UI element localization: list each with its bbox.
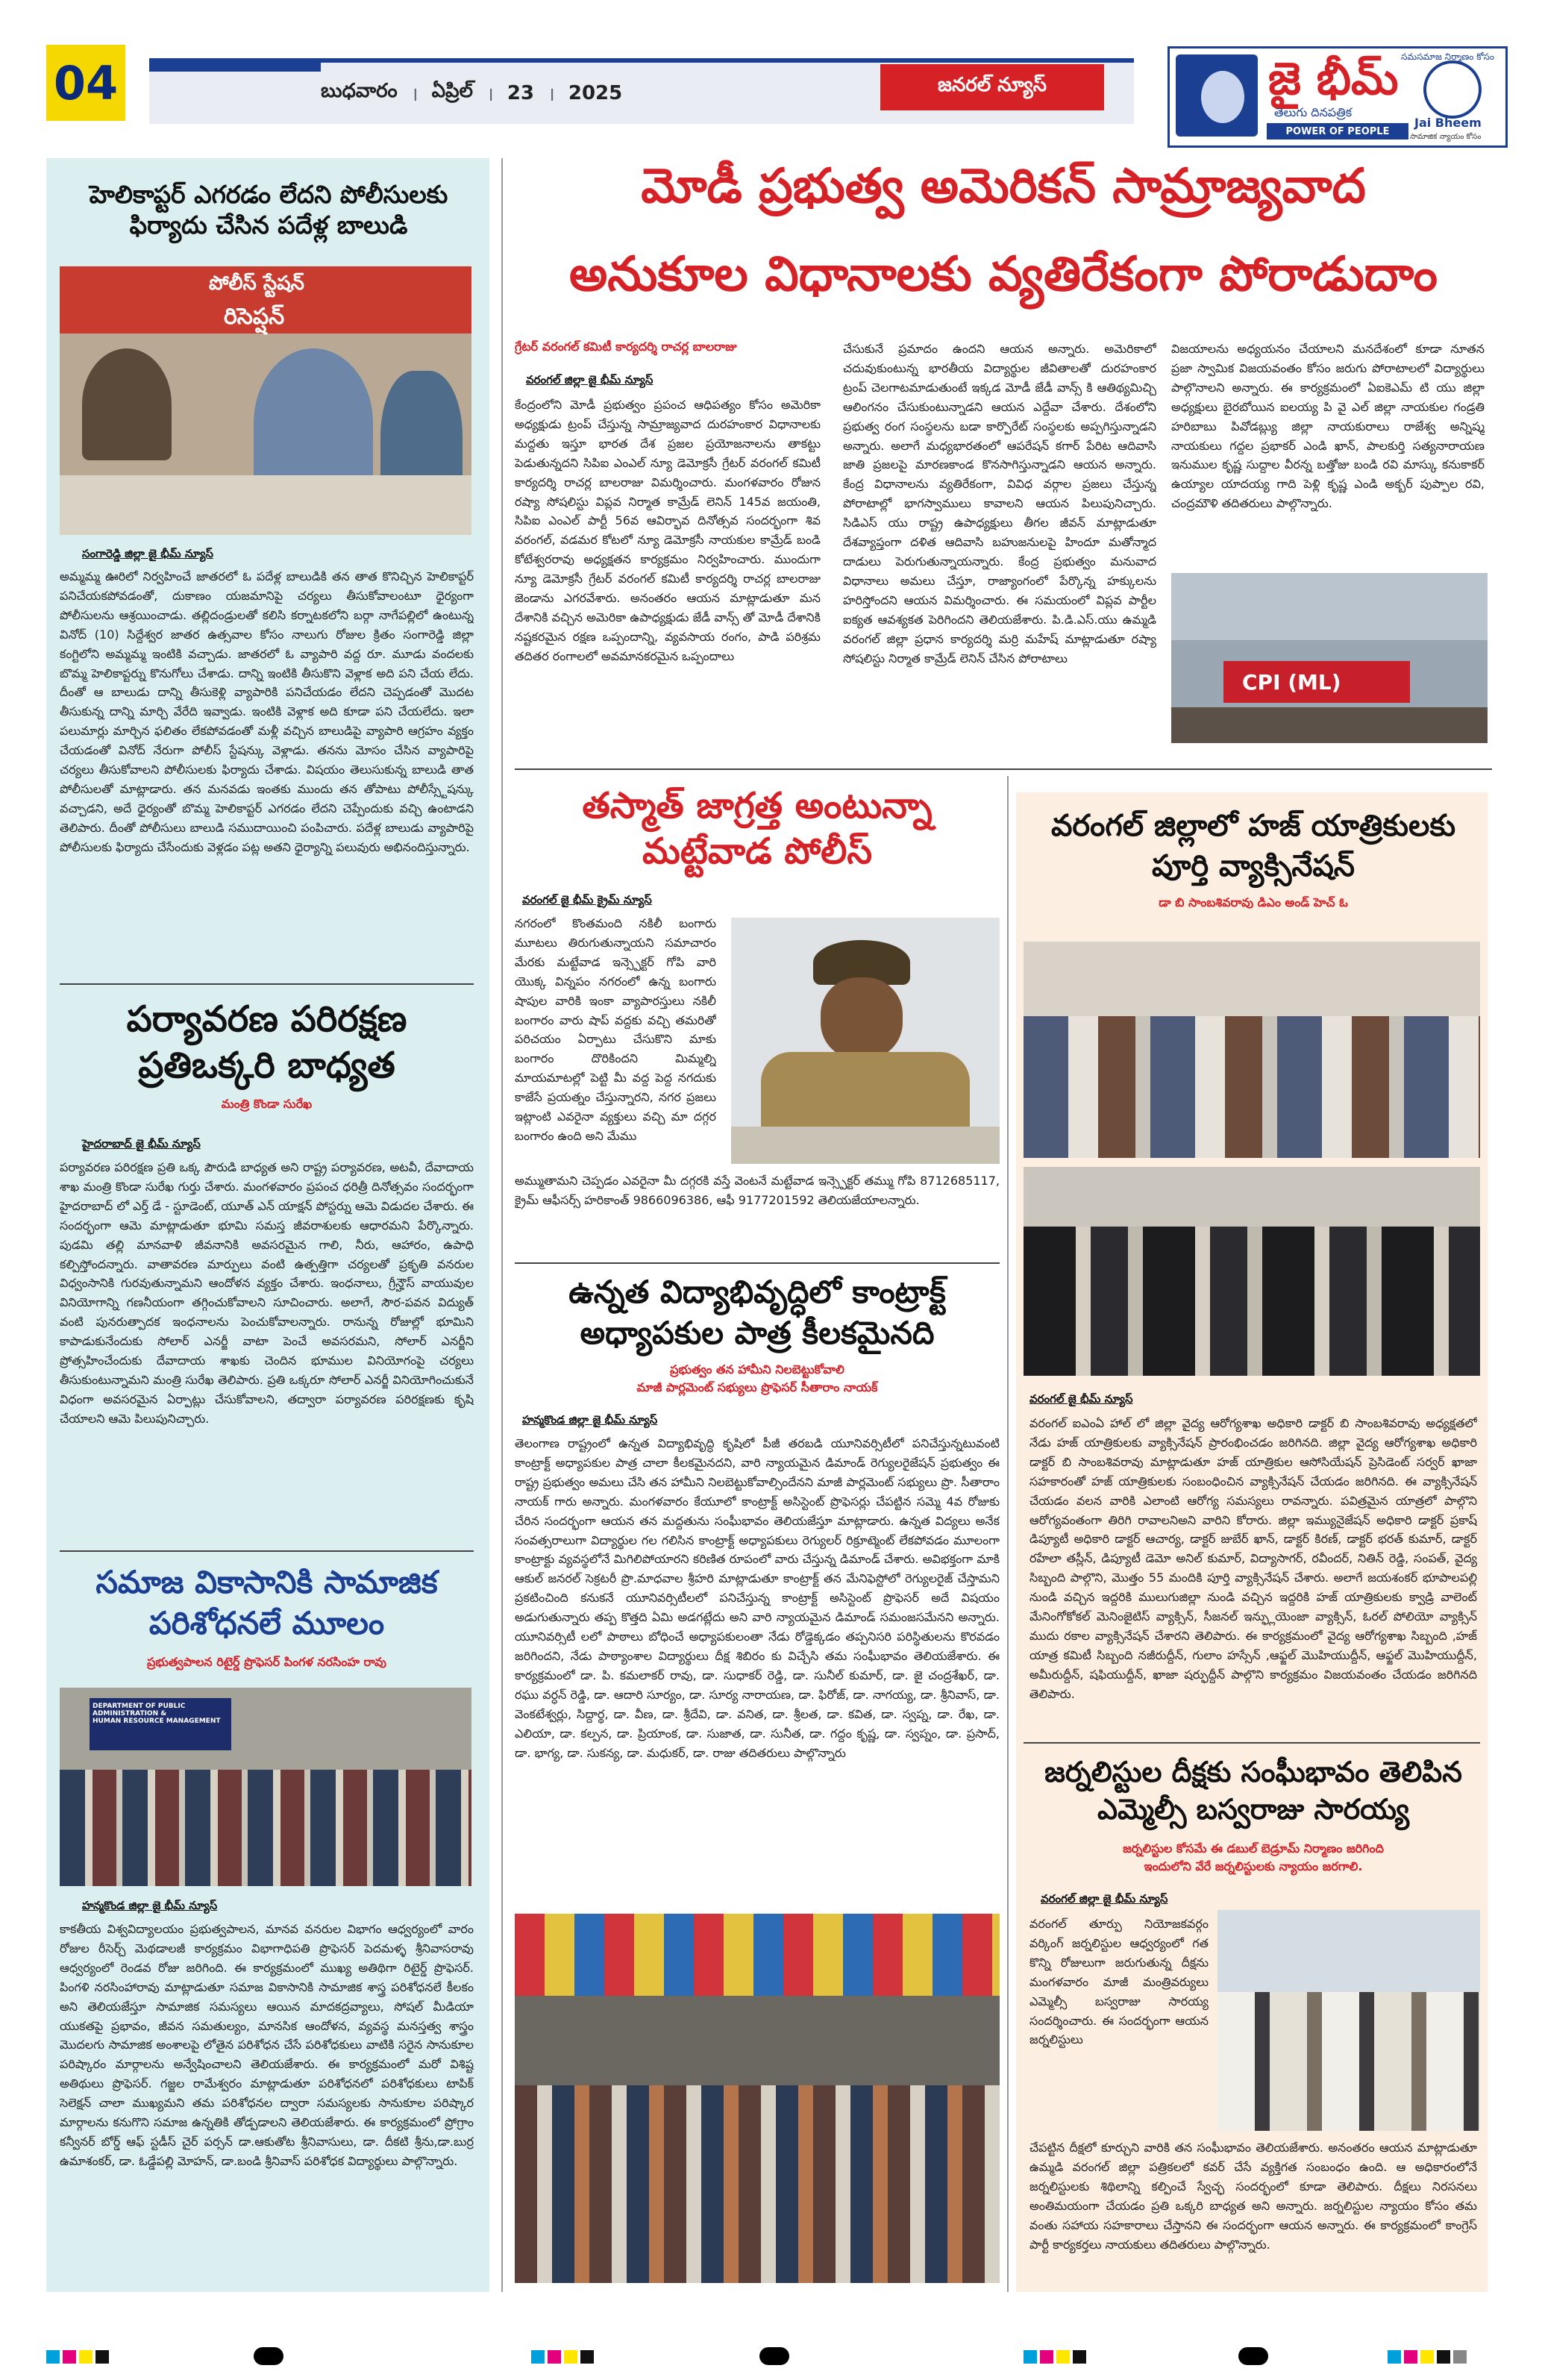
divider	[515, 1262, 1000, 1264]
divider	[60, 983, 474, 985]
society-photo	[60, 1688, 471, 1886]
banner-text: DEPARTMENT OF PUBLIC ADMINISTRATION &	[93, 1703, 186, 1717]
logo-bottom-tagline: సామాజిక న్యాయం కోసం	[1410, 133, 1482, 141]
logo-mark-name: Jai Bheem	[1414, 116, 1482, 130]
environment-body: పర్యావరణ పరిరక్షణ ప్రతి ఒక్క పౌరుడి బాధ్యత అని రాష్ట్ర పర్యావరణ, అటవీ, దేవాదాయ శాఖ మంత్రి కొండా సురేఖ గుర్తు చేశారు. మంగళవారం ప్రపంచ ధరిత్రీ దినోత్సవం సందర్భంగా హైదరాబాద్ లో ఎర్త్ డే - స్టూడెంట్, యూత్ ఎన్ యాక్షన్ పోస్టర్ను ఆమె విడుదల చేశారు. ఈ సందర్భంగా ఆమె మాట్లాడుతూ భూమి సమస్త జీవరాశులకు ఆధారమని పేర్కొన్నారు. పుడమి తల్లి మానవాళి జీవనానికి అవసరమైన గాలి, నీరు, ఆహారం, ఉపాధి కల్పిస్తోందన్నారు. వాతావరణ మార్పులు వంటి ఉత్పత్తిగా చర్యలతో ప్రకృతి వనరుల విధ్వంసానికి గురవుతున్నామని ఆందోళన వ్యక్తం చేశారు. ఇంధనాలు, గ్రీన్హౌస్ వాయువుల వినియోగాన్ని గణనీయంగా తగ్గించుకోవాలని సూచించారు. అలాగే, సౌర-పవన విద్యుత్ వంటి పునరుత్పాదక ఇంధనాలను పెంచుకోవాలన్నారు. రానున్న రోజుల్లో భూమిని కాపాడుకునేందుకు సోలార్ ఎనర్జీ వాటా పెంచే అవసరమని, సోలార్ ఎనర్జీని ప్రోత్సహించేందుకు దేవాదాయ శాఖకు చెందిన భూముల వినియోగంపై చర్యలు తీసుకుంటున్నామని మంత్రి సురేఖ తెలిపారు. ప్రతి ఒక్కరూ సోలార్ ఎనర్జీ వినియోగించుకునే విధంగా అవసరమైన ఏర్పాట్లు చేసుకోవాలని, తద్వారా పర్యావరణ పరిరక్షణకు కృషి చేయాలని ఆమె పిలుపునిచ్చారు.	[60, 1160, 474, 1426]
modi-body-col1: కేంద్రంలోని మోడీ ప్రభుత్వం ప్రపంచ ఆధిపత్యం కోసం అమెరికా అధ్యక్షుడు ట్రంప్ చేస్తున్న సామ్రాజ్యవాద దురహంకార విధానాలకు మద్దతు ఇస్తూ భారత దేశ ప్రజల ప్రయోజనాలను తాకట్టు పెడుతున్నదని సిపిఐ ఎంఎల్ న్యూ డెమోక్రసీ గ్రేటర్ వరంగల్ కమిటీ కార్యదర్శి రాచర్ల బాలరాజు విమర్శించారు. మంగళవారం రోజున రష్యా సోషలిస్టు విప్లవ నిర్మాత కామ్రేడ్ లెనిన్ 145వ జయంతి, సిపిఐ ఎంఎల్ పార్టీ 56వ ఆవిర్భావ దినోత్సవ సందర్భంగా శివ వరంగల్, వడమర కోటలో న్యూ డెమోక్రసీ నాయకుల కామ్రేడ్ బండి కోటేశ్వరరావు అధ్యక్షతన కార్యక్రమం నిర్వహించారు. ముందుగా న్యూ డెమోక్రసీ గ్రేటర్ వరంగల్ కమిటీ కార్యదర్శి రాచర్ల బాలరాజు జెండాను ఎగరవేశారు. అనంతరం ఆయన మాట్లాడుతూ మన దేశానికి వచ్చిన అమెరికా ఉపాధ్యక్షుడు జేడీ వాన్స్ తో మోడీ దేశానికి నష్టకరమైన రక్షణ ఒప్పందాన్ని, వ్యవసాయ రంగం, పాడి పరిశ్రమ తదితర రంగాలలో అవమానకరమైన ఒప్పందాలు	[515, 398, 821, 663]
color-registration-strip	[1024, 2350, 1086, 2364]
color-registration-strip	[46, 2350, 109, 2364]
photo-sign-text: పోలీస్ స్టేషన్	[209, 272, 304, 295]
journalists-body-side: వరంగల్ తూర్పు నియోజకవర్గం వర్కింగ్ జర్నలిస్టుల ఆధ్వర్యంలో గత కొన్ని రోజులుగా జరుగుతున్న దీక్షను మంగళవారం మాజీ మంత్రివర్యులు ఎమ్మెల్సీ బస్వరాజు సారయ్య సందర్శించారు. ఈ సందర్భంగా ఆయన జర్నలిస్టులు	[1029, 1917, 1209, 2047]
date-separator: ।	[548, 84, 555, 106]
divider	[60, 1550, 474, 1552]
haj-photo-1	[1024, 942, 1480, 1158]
color-registration-strip	[1388, 2350, 1467, 2364]
journalists-kicker: ఇందులోని వేరే జర్నలిస్టులకు న్యాయం జరగాలి.	[1144, 1859, 1363, 1873]
logo-title: జై భీమ్	[1268, 53, 1399, 105]
police-dateline: వరంగల్ జై భీమ్ క్రైమ్ న్యూస్	[522, 893, 652, 906]
ambedkar-portrait	[1176, 54, 1258, 137]
society-body: కాకతీయ విశ్వవిద్యాలయం ప్రభుత్వపాలన, మానవ వనరుల విభాగం ఆధ్వర్యంలో వారం రోజుల రీసెర్చ్ మెథడాలజీ కార్యక్రమం విభాగాధిపతి ప్రొఫెసర్ పెదమళ్ళ శ్రీనివాసరావు ఆధ్వర్యంలో రెండవ రోజు జరిగింది. ఈ కార్యక్రమంలో ముఖ్య అతిథిగా రిటైర్డ్ ప్రొఫెసర్. పింగళి నరసింహారావు మాట్లాడుతూ సమాజ వికాసానికి సామాజిక శాస్త్ర పరిశోధనలే కీలకం అని తెలియజేస్తూ సామాజిక సమస్యలు ఆయిన మాదకద్రవ్యాలు, సోషల్ మీడియా యుకతపై ప్రభావం, జీవన సమతుల్యం, మానసిక ఆందోళన, వ్యవస్థ మనస్తత్వ శాస్త్రం మొదలగు సామాజిక అంశాలపై లోతైన పరిశోధన చేసే పరిశోధకులు వాటికి సరైన సానుకూల పరిష్కారం మార్గాలను అన్వేషించాలని తెలియజేశారు. ఈ కార్యక్రమంలో మరో విశిష్ట అతిథులు ప్రొఫెసర్. గజ్జల రామేశ్వరం మాట్లాడుతూ పరిశోధనలో పరిశోధకులు టాపిక్ సెలెక్షన్ చాలా ముఖ్యమని తమ పరిశోధనల ద్వారా సమస్యలకు సానుకూల పరిష్కార మార్గాలను కనుగొని సమాజ ఉన్నతికి తోడ్పడాలని తెలియజేశారు. ఈ కార్యక్రమంలో ప్రోగ్రాం కన్వీనర్ బోర్డ్ ఆఫ్ స్టడీస్ చైర్ పర్సన్ డా.ఆకుతోట శ్రీనివాసులు, డా. దీకటి శ్రీను,డా.బుర్ర ఉమాశంకర్, డా. ఓడ్డేపల్లి మోహన్, డా.బండి శ్రీనివాస్ పరిశోధక విద్యార్థులు పాల్గొన్నారు.	[60, 1922, 474, 2168]
police-headline: తస్మాత్ జాగ్రత్త అంటున్నా మట్టేవాడ పోలీస్	[582, 785, 933, 873]
haj-photo-2	[1024, 1167, 1480, 1376]
modi-body-col3: విజయాలను అధ్యయనం చేయాలని మనదేశంలో కూడా నూతన ప్రజా స్వామిక విజయవంతం కోసం జరుగు పోరాటాలలో విద్యార్థులు పాల్గొనాలని అన్నారు. ఈ కార్యక్రమంలో ఏఐకెఎమ్ టి యు జిల్లా అధ్యక్షులు బైరబోయిన ఐలయ్య పి వై ఎల్ జిల్లా నాయకుల గండ్రతి హరిబాబు పివోడబ్ల్యు జిల్లా నాయకురాలు రాజేశ్వ అన్నిష్మ నాయకులు గద్దల ప్రభాకర్ ఎండి ఖాన్, పాలకుర్తి సత్యనారాయణ ఇనుముల కృష్ణ సుద్దాల వీరన్న బత్తోజు బండి రవి మాస్కు కనుకాకర్ ఉయ్యాల యాదయ్య గాది పెళ్లి కృష్ణ ఎండి అక్బర్ పుప్పాల రవి, చంద్రమౌళి తదితరులు పాల్గొన్నారు.	[1171, 342, 1485, 511]
modi-body-col2: చేసుకునే ప్రమాదం ఉందని ఆయన అన్నారు. అమెరికాలో చదువుకుంటున్న భారతీయ విద్యార్థుల జీవితాలతో దురహంకార ట్రంప్ చెలగాటమాడుతుంటే ఇక్కడ మోడీ జేడీ వాన్స్ కి ఆతిథ్యమిచ్చి ఆలింగనం చేసుకుంటున్నాడని ఆయన ఎద్దేవా చేశారు. దేశంలోని ప్రభుత్వ రంగ సంస్థలను బడా కార్పొరేట్ సంస్థలకు అప్పగిస్తున్నాడని అన్నారు. అలాగే మధ్యభారతంలో ఆపరేషన్ కగార్ పేరిట ఆదివాసి జాతి ప్రజలపై మారణకాండ కొనసాగిస్తున్నాడని ఆయన అన్నారు. కేంద్ర విధానాలను వ్యతిరేకంగా, వివిధ వర్గాల ప్రజలు చేస్తున్న పోరాటాల్లో భాగస్వాములు కావాలని ఆయన పిలుపునిచ్చారు. సిడిఎస్ యు రాష్ట్ర ఉపాధ్యక్షులు తీగల జీవన్ మాట్లాడుతూ దేశవ్యాప్తంగా దళిత ఆదివాసి బహుజనులపై హిందూ మతోన్మాద దాడులు పెరుగుతున్నాయన్నారు. కేంద్ర ప్రభుత్వం మనువాద విధానాలు అమలు చేస్తూ, రాజ్యాంగంలో పేర్కొన్న హక్కులను హరిస్తోందని ఆయన విమర్శించారు. ఈ సమయంలో విప్లవ పార్టీల ఐక్యత ఆవశ్యకత పెరిగిందని తెలియజేశారు. పి.డి.ఎస్.యు ఉమ్మడి వరంగల్ జిల్లా ప్రధాన కార్యదర్శి మర్రి మహేష్ మాట్లాడుతూ రష్యా సోషలిస్టు నిర్మాత కామ్రేడ్ లెనిన్ చేసిన పోరాటాలు	[843, 342, 1156, 666]
haj-headline: వరంగల్ జిల్లాలో హజ్ యాత్రికులకు పూర్తి వ్యాక్సినేషన్	[1050, 809, 1456, 883]
logo-top-tagline: సమసమాజ నిర్మాణం కోసం	[1401, 51, 1494, 62]
date-month: ఏప్రిల్	[431, 80, 473, 102]
helicopter-headline: హెలికాప్టర్ ఎగరడం లేదని పోలీసులకు ఫిర్యాదు చేసిన పదేళ్ల బాలుడి	[89, 180, 448, 240]
journalists-kicker: జర్నలిస్టుల కోసమే ఈ డబుల్ బెడ్రూమ్ నిర్మాణం జరిగింది	[1123, 1841, 1384, 1856]
modi-headline-2: అనుకూల విధానాలకు వ్యతిరేకంగా పోరాడుదాం	[569, 247, 1438, 302]
registration-mark	[1238, 2347, 1268, 2365]
teachers-kicker: ప్రభుత్వం తన హామీని నిలబెట్టుకోవాలి	[670, 1362, 844, 1377]
journalists-headline: జర్నలిస్టుల దీక్షకు సంఘీభావం తెలిపిన ఎమ్మెల్సీ బస్వరాజు సారయ్య	[1044, 1756, 1462, 1826]
section-tag: జనరల్ న్యూస్	[880, 64, 1104, 110]
logo-mark	[1423, 60, 1482, 119]
divider	[1024, 1742, 1480, 1744]
society-headline: సమాజ వికాసానికి సామాజిక పరిశోధనలే మూలం	[95, 1564, 438, 1641]
helicopter-dateline: సంగారెడ్డి జిల్లా జై భీమ్ న్యూస్	[82, 547, 213, 560]
page-number: 04	[46, 45, 125, 121]
banner-text: CPI (ML)	[1242, 670, 1341, 695]
environment-kicker: మంత్రి కొండా సురేఖ	[221, 1097, 313, 1111]
date-line	[149, 72, 895, 115]
modi-photo	[1171, 573, 1488, 743]
police-body-side: నగరంలో కొంతమంది నకిలీ బంగారు మూటలు తిరుగుతున్నాయని సమాచారం మేరకు మట్టేవాడ ఇన్స్పెక్టర్ గోపి వారి యొక్క విన్నపం నగరంలో ఉన్న బంగారు షాపుల వారికి ఇంకా వ్యాపారస్తులు నకిలీ బంగారం వారు షాప్ వద్దకు వచ్చి తమరితో పరిచయం ఏర్పాటు చేసుకొని మాకు బంగారం దొరికిందని మిమ్మల్ని మాయమాటల్లో పెట్టి మీ వద్ద పెద్ద నగదుకు కాజేసే ప్రయత్నం చేస్తున్నారని, నగర ప్రజలు ఇట్లాంటి ఎవరైనా వ్యక్తులు వచ్చి మా దగ్గర బంగారం ఉంది అని మేము	[515, 916, 716, 1143]
column-divider	[501, 158, 503, 2292]
haj-dateline: వరంగల్ జై భీమ్ న్యూస్	[1029, 1392, 1133, 1406]
date-separator: ।	[410, 84, 419, 106]
date-year: 2025	[568, 82, 623, 104]
environment-headline: పర్యావరణ పరిరక్షణ ప్రతిఒక్కరి బాధ్యత	[126, 998, 407, 1087]
journalists-photo	[1217, 1910, 1480, 2131]
date-day: బుధవారం	[321, 80, 398, 102]
teachers-body: తెలంగాణ రాష్ట్రంలో ఉన్నత విద్యాభివృద్ధి కృషిలో పీజీ తరబడి యూనివర్సిటీలో పనిచేస్తున్నటువంటి కాంట్రాక్ట్ అధ్యాపకుల పాత్ర చాలా కీలకమైనదని, వారి న్యాయమైన డిమాండ్ రెగ్యులరైజేషన్ ప్రభుత్వం ఈ రాష్ట్ర ప్రభుత్వం అమలు చేసి తన హామీని నిలబెట్టుకోవాల్సిందేనని మాజీ పార్లమెంట్ సభ్యులు ప్రొ. సీతారాం నాయక్ గారు అన్నారు. మంగళవారం కేయూలో కాంట్రాక్ట్ అసిస్టెంట్ ప్రొఫెసర్లు చేపట్టిన సమ్మె 4వ రోజుకు చేరిన సందర్భంగా ఆయన తన మద్దతును సంఘీభావం తెలియజేస్తూ మాట్లాడారు. ఉన్నత విద్యలు అనేక సంవత్సరాలుగా విద్యార్థుల గల గలిసిన కాంట్రాక్ట్ అధ్యాపకులు రెగ్యులర్ రిక్రూట్మెంట్ లేకపోవడం మూలంగా కాంట్రాక్టు వ్యవస్థలోనే మిగిలిపోయారని కరిణిత రూపంలో వారు చేస్తున్న డిమాండ్ చేశారు. అవిభక్తంగా మాకి ఆకుల్ జనరల్ సెక్రటరీ ప్రొ.మాధవాల శ్రీహరి మాట్లాడుతూ కాంట్రాక్ట్ తన మేనిఫెస్టోలో రెగ్యులరైజ్ చేస్తామని ప్రకటించింది కనుకనే యూనివర్సిటీలలో పనిచేస్తున్న కాంట్రాక్ట్ అసిస్టెంట్ ప్రొఫెసర్ అదే విషయం అడుగుతున్నారు తప్ప కొత్తది ఏమి అడగట్లేదు అని వారి న్యాయమైన డిమాండ్ సమంజసమేనని అన్నారు. యూనివర్సిటీ లలో పాఠాలు బోధించే అధ్యాపకులంతా నేడు రోడ్డెక్కడం తప్పనిసరి పరిస్థితులను కొరవడం జరిగిందని, నేడు పాఠ్యాంశాల విద్యార్థులు దీక్ష శిబిరం కు విచ్చేసి తమ సంఘీభావం తెలియజేశారు. ఈ కార్యక్రమంలో డా. పి. కమలాకర్ రావు, డా. సుధాకర్ రెడ్డి, డా. సునీల్ కుమార్, డా. జై చంద్రశేఖర్, డా. రఘు వర్ధన్ రెడ్డి, డా. ఆదారి సూర్యం, డా. సూర్య నారాయణ, డా. ఫిరోజ్, డా. నాగయ్య, డా. శ్రీనివాస్, డా. వెంకటేశ్వర్లు, సిద్దార్థ, డా. వీణ, డా. శ్రీదేవి, డా. వనిత, డా. శ్రీలత, డా. కవిత, డా. స్వప్న, డా. రేఖ, డా. ఎలియా, డా. కల్పన, డా. ప్రియాంక, డా. సుజాత, డా. సునీత, డా. గద్దం కృష్ణ, డా. స్వప్నం, డా. ప్రసాద్, డా. భాగ్య, డా. సుకన్య, డా. మధుకర్, డా. రాజు తదితరులు పాల్గొన్నారు	[515, 1436, 1000, 1760]
logo-strap: POWER OF PEOPLE	[1267, 123, 1408, 140]
helicopter-body: అమ్మమ్మ ఊరిలో నిర్వహించే జాతరలో ఓ పదేళ్ల బాలుడికి తన తాత కొనిచ్చిన హెలికాప్టర్ పనిచేయకపోవడంతో, దుకాణం యజమానిపై చర్యలు తీసుకోవాలంటూ ధైర్యంగా పోలీసులను ఆశ్రయించాడు. తల్లిదండ్రులతో కలిసి కర్నాటకలోని బర్గా నాగేపల్లిలో ఉంటున్న వినోద్ (10) సిద్దేశ్వర జాతర ఉత్సవాల కోసం నాలుగు రోజుల క్రితం సంగారెడ్డి జిల్లా కంగ్టిలోని అమ్మమ్మ ఇంటికి వచ్చాడు. జాతరలో ఓ వ్యాపారి వద్ద రూ. మూడు వందలకు బొమ్మ హెలికాప్టర్ను కొనుగోలు చేశాడు. దాన్ని ఇంటికి తీసుకొని వెళ్లాక అది పని చేయ లేదు. దీంతో ఆ బాలుడు దాన్ని తీసుకెళ్లి వ్యాపారికి పనిచేయడం లేదని చెప్పడంతో మొదట తీసుకున్న దాన్ని మార్చి వేరేది ఇవ్వాడు. ఇంటికి వెళ్లాక అది కూడా పని చేయలేదు. ఇలా పలుమార్లు మార్చిన ఫలితం లేకపోవడంతో మళ్లీ వచ్చిన బాలుడిపై వ్యాపారి ఆగ్రహం వ్యక్తం చేయడంతో వినోద్ నేరుగా పోలీస్ స్టేషన్కు వెళ్లాడు. తనను మోసం చేసిన వ్యాపారిపై చర్యలు తీసుకోవాలని పోలీసులకు ఫిర్యాదు చేశాడు. విషయం తెలుసుకున్న బాలుడి తాత పోలీసులతో మాట్లాడారు. తన మనవడు ఇంతకు ముందు తన తోపాటు పోలీస్స్టేషన్కు వచ్చాడని, అదే ధైర్యంతో బొమ్మ హెలికాప్టర్ ఎగరడం లేదని చెప్పేందుకు వచ్చి ఉంటాడని తెలిపారు. దీంతో పోలీసులు బాలుడి సముదాయించి పంపిచారు. పదేళ్ల బాలుడు వ్యాపారిపై పోలీసులకు ఫిర్యాదు చేసేందుకు వెళ్లడం పట్ల అతని ధైర్యాన్ని పలువురు అభినందిస్తున్నారు.	[60, 569, 474, 854]
date-date: 23	[507, 82, 535, 104]
teachers-protest-photo	[515, 1914, 1000, 2283]
registration-mark	[759, 2347, 789, 2365]
environment-dateline: హైదరాబాద్ జై భీమ్ న్యూస్	[82, 1137, 201, 1150]
journalists-body-full: చేపట్టిన దీక్షలో కూర్చుని వారికి తన సంఘీభావం తెలియజేశారు. అనంతరం ఆయన మాట్లాడుతూ ఉమ్మడి వరంగల్ జిల్లా పత్రికలలో కవర్ చేసే వ్యక్తిగత సంబంధం ఉంది. ఆ అధికారంలోనే జర్నలిస్టులకు శిథిలాన్ని కల్పించే స్వేచ్ఛ సందర్భంలో కూడా తెలిపారు. దీక్షలు నిరసనలు అంతిమయంగా చేయడం ప్రతి ఒక్కరి బాధ్యత అని అన్నారు. జర్నలిస్టుల న్యాయం కోసం తమ వంతు సహాయ సహకారాలు చేస్తానని ఈ సందర్భంగా ఆయన అన్నారు. ఈ కార్యక్రమంలో కాంగ్రెస్ పార్టీ కార్యకర్తలు నాయకులు తదితరులు పాల్గొన్నారు.	[1029, 2141, 1477, 2252]
teachers-kicker: మాజీ పార్లమెంట్ సభ్యులు ప్రొఫెసర్ సీతారాం నాయక్	[636, 1380, 878, 1394]
photo-sign-text: రిసెప్షన్	[224, 304, 285, 330]
haj-body: వరంగల్ ఐఎంఏ హాల్ లో జిల్లా వైద్య ఆరోగ్యశాఖ అధికారి డాక్టర్ బి సాంబశివరావు అధ్యక్షతలో నేడు హజ్ యాత్రికులకు వ్యాక్సినేషన్ ప్రారంభించడం జరిగినది. జిల్లా వైద్య ఆరోగ్యశాఖ అధికారి డాక్టర్ బి సాంబశివరావు మాట్లాడుతూ హజ్ యాత్రికుల ఆసోసియేషన్ ప్రెసిడెంట్ సర్వర్ ఖాజా సహకారంతో హజ్ యాత్రికులకు సంబంధించిన వ్యాక్సినేషన్ చేయడం జరిగినది. ఈ వ్యాక్సినేషన్ చేయడం వలన వారికి ఎలాంటి ఆరోగ్య సమస్యలు రావన్నారు. పవిత్రమైన యాత్రలో పాల్గొని ఆరోగ్యవంతంగా తిరిగి రావాలనిఅని వారిని కోరారు. జిల్లా ఇమ్యునైజేషన్ అధికారి డాక్టర్ ప్రకాష్ డిప్యూటీ అధికారి డాక్టర్ ఆచార్య, డాక్టర్ జుబేర్ ఖాన్, డాక్టర్ కిరణ్, డాక్టర్ భరత్ కుమార్, డాక్టర్ రహేలా తస్లీన్, డిప్యూటీ డెమో అనిల్ కుమార్, విద్యాసాగర్, రవీందర్, నితిన్ రెడ్డి, సంపత్, వైద్య సిబ్బంది పాల్గొని, మొత్తం 55 మందికి పూర్తి వ్యాక్సినేషన్ చేశారు. అలాగే జయశంకర్ భూపాలపల్లి నుండి వచ్చిన ఇద్దరికి ములుగుజిల్లా నుండి వచ్చిన ఇద్దరికి హజ్ యాత్రికులకు క్వాడ్రి వాలెంట్ మేనింగోకోకల్ మెనింజైటిస్ వ్యాక్సిన్, సీజనల్ ఇన్ఫ్లుయెంజా వ్యాక్సిన్, ఓరల్ పోలియో వ్యాక్సిన్ ముదు రకాల వ్యాక్సినేషన్ చేశారని తెలిపారు. ఈ కార్యక్రమంలో వైద్య ఆరోగ్యశాఖ సిబ్బంది ,హజ్ యాత్ర కమిటీ సిబ్బంది నజీరుద్దీన్, గులాం హస్సేన్ ,ఆఫ్జల్ మొహియుద్దీన్, ఆఫ్జల్ మొహియుద్దీన్, అమీరుద్దీన్, షఫియుద్దీన్, ఖాజా షర్ఫుద్దీన్ పాల్గొని కార్యక్రమం విజయవంతం చేయడం జరిగినది తెలిపారు.	[1029, 1416, 1477, 1701]
modi-kicker: గ్రేటర్ వరంగల్ కమిటీ కార్యదర్శి రాచర్ల బాలరాజు	[515, 339, 737, 354]
modi-headline-1: మోడీ ప్రభుత్వ అమెరికన్ సామ్రాజ్యవాద	[641, 159, 1366, 214]
date-separator: ।	[486, 84, 494, 106]
banner-text: HUMAN RESOURCE MANAGEMENT	[93, 1717, 221, 1725]
helicopter-photo	[60, 266, 471, 535]
society-kicker: ప్రభుత్వపాలన రిటైర్డ్ ప్రొఫెసర్ పింగళ నరసింహ రావు	[146, 1655, 387, 1669]
column-divider	[1007, 776, 1009, 2292]
divider	[515, 768, 1492, 770]
logo-subtitle: తెలుగు దినపత్రిక	[1274, 105, 1353, 119]
masthead-logo	[1168, 46, 1508, 148]
color-registration-strip	[531, 2350, 594, 2364]
police-body-full: అమ్ముతామని చెప్పడం ఎవరైనా మీ దగ్గరకి వస్తే వెంటనే మట్టేవాడ ఇన్స్పెక్టర్ తమ్ము గోపి 8712685117, క్రైమ్ ఆఫీసర్స్ హరికాంత్ 9866096386, ఆఫీ 9177201592 తెలియజేయాలన్నారు.	[515, 1174, 1000, 1207]
police-officer-photo	[731, 918, 1000, 1164]
journalists-dateline: వరంగల్ జిల్లా జై భీమ్ న్యూస్	[1041, 1892, 1168, 1905]
modi-dateline: వరంగల్ జిల్లా జై భీమ్ న్యూస్	[526, 373, 654, 386]
society-dateline: హన్మకొండ జిల్లా జై భీమ్ న్యూస్	[82, 1899, 218, 1912]
haj-kicker: డా బి సాంబశివరావు డిఎం అండ్ హెచ్ ఓ	[1159, 895, 1348, 909]
teachers-headline: ఉన్నత విద్యాభివృద్ధిలో కాంట్రాక్ట్ అధ్యాపకుల పాత్ర కీలకమైనది	[568, 1274, 946, 1351]
teachers-dateline: హన్మకొండ జిల్లా జై భీమ్ న్యూస్	[522, 1413, 658, 1427]
registration-mark	[254, 2347, 283, 2365]
